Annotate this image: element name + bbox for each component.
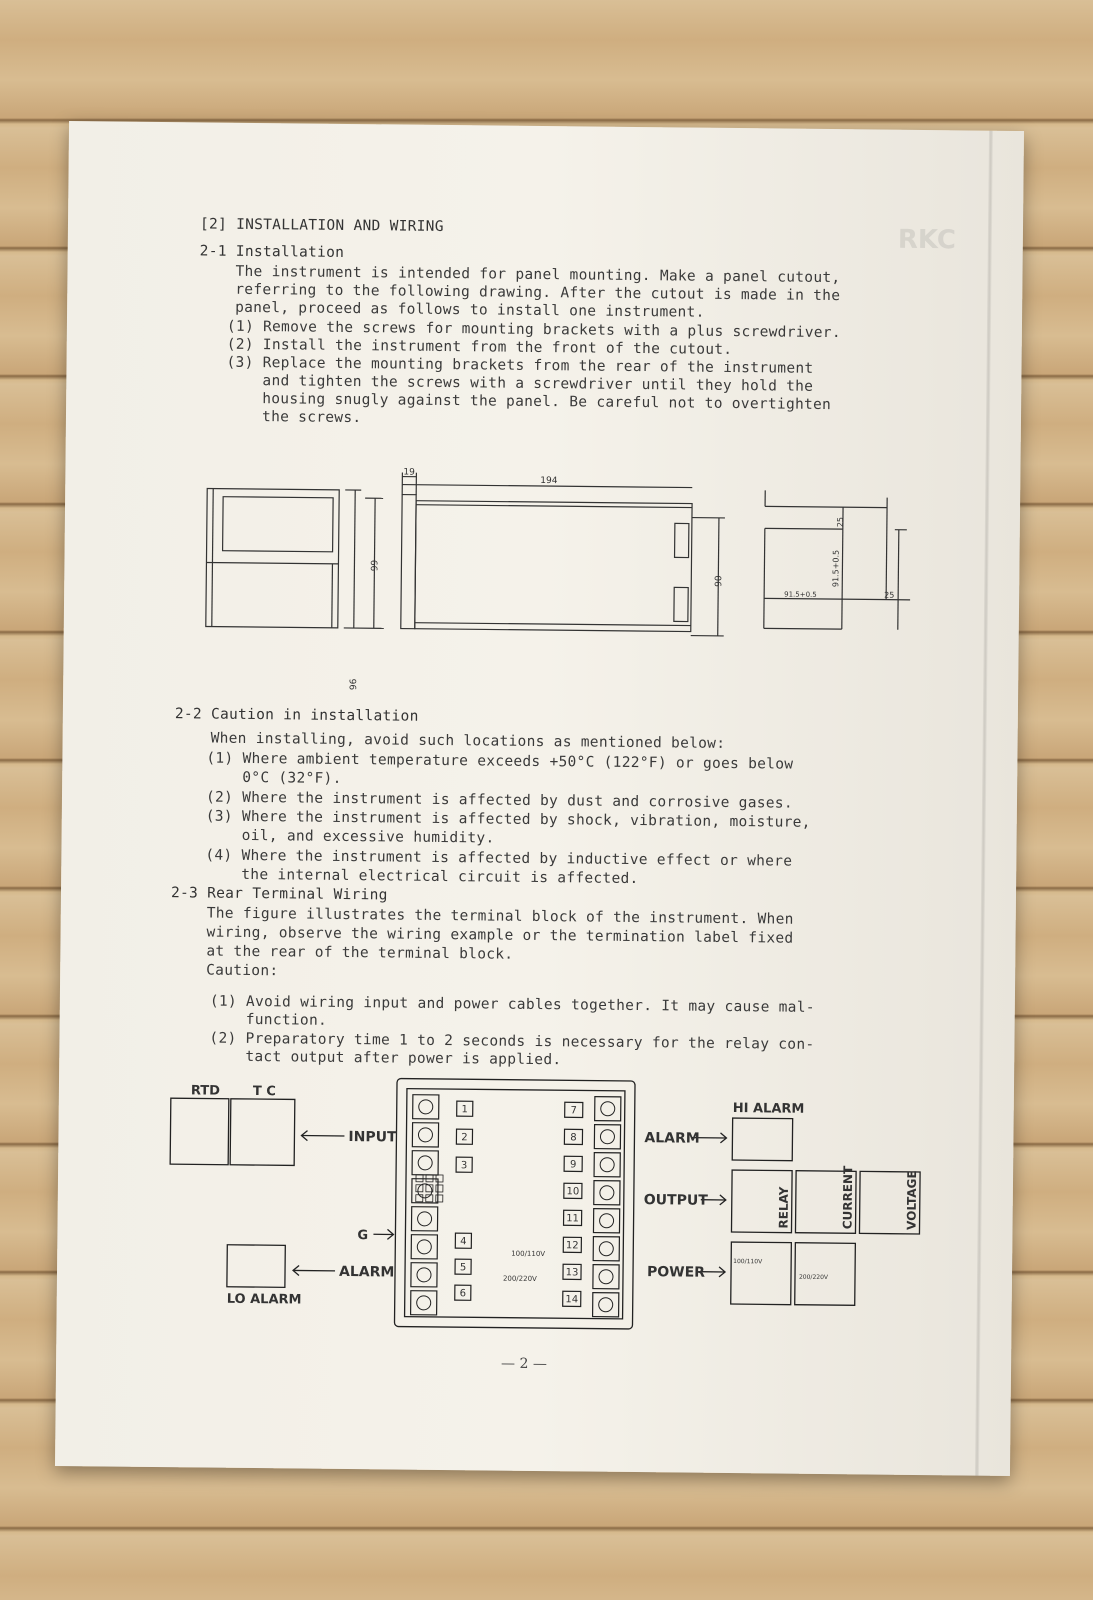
label-tc: T C xyxy=(252,1084,276,1100)
terminal-label: 11 xyxy=(566,1213,580,1225)
section-title: [2] INSTALLATION AND WIRING xyxy=(199,216,444,235)
heading-2-2: 2-2 Caution in installation xyxy=(174,706,419,725)
terminal-label: 8 xyxy=(570,1132,577,1144)
label-lo-alarm: LO ALARM xyxy=(226,1291,302,1308)
heading-2-3: 2-3 Rear Terminal Wiring xyxy=(170,885,388,904)
s23-para-line: at the rear of the terminal block. xyxy=(206,943,514,963)
s23-para-line: wiring, observe the wiring example or the termination label fixed xyxy=(206,924,794,947)
terminal-label: 2 xyxy=(461,1132,468,1144)
s22-item: the internal electrical circuit is affected. xyxy=(205,866,639,888)
terminal-label: 13 xyxy=(565,1267,579,1279)
dim-h90: 90 xyxy=(714,575,725,587)
terminal-label: 12 xyxy=(565,1240,579,1252)
s21-para-line: The instrument is intended for panel mounting. Make a panel cutout, xyxy=(235,263,841,287)
s21-step: the screws. xyxy=(225,408,362,427)
terminal-label: 3 xyxy=(460,1160,468,1172)
front-display-window xyxy=(223,497,334,552)
dim-19: 19 xyxy=(403,467,415,478)
terminal-label: 4 xyxy=(460,1236,467,1248)
label-box-200-220v: 200/220V xyxy=(798,1273,829,1282)
heading-2-1: 2-1 Installation xyxy=(199,243,345,261)
s23-caution-label: Caution: xyxy=(206,962,279,980)
dim-91-5h: 91.5+0.5 xyxy=(784,590,817,599)
dim-25a: 25 xyxy=(835,516,845,528)
s21-step: (2) Install the instrument from the front of the cutout. xyxy=(226,336,733,358)
label-power: POWER xyxy=(646,1264,706,1281)
s22-item: 0°C (32°F). xyxy=(206,769,342,787)
s21-step: and tighten the screws with a screwdriver until they hold the xyxy=(226,372,814,395)
lo-alarm-box xyxy=(227,1245,285,1288)
label-current: CURRENT xyxy=(840,1165,856,1230)
s21-para-line: panel, proceed as follows to install one instrument. xyxy=(235,299,705,321)
dim-91-5v: 91.5+0.5 xyxy=(831,549,841,588)
label-alarm-left: ALARM xyxy=(338,1263,395,1281)
s21-para-line: referring to the following drawing. After the cutout is made in the xyxy=(235,281,841,305)
s22-item: (1) Where ambient temperature exceeds +50°C (122°F) or goes below xyxy=(206,750,794,773)
dim-194: 194 xyxy=(540,475,558,487)
tc-box xyxy=(230,1099,295,1166)
label-200-220v: 200/220V xyxy=(502,1274,537,1283)
label-box-100-110v: 100/110V xyxy=(733,1258,763,1266)
s22-item: (4) Where the instrument is affected by inductive effect or where xyxy=(205,847,793,870)
s23-caution: tact output after power is applied. xyxy=(209,1048,562,1069)
s23-para-line: The figure illustrates the terminal block of the instrument. When xyxy=(206,905,794,928)
manual-page xyxy=(55,121,1024,1476)
s22-item: (3) Where the instrument is affected by shock, vibration, moisture, xyxy=(205,808,811,831)
s23-caution: function. xyxy=(209,1011,328,1029)
power-100v-box xyxy=(731,1242,792,1305)
terminal-screws xyxy=(411,1095,621,1317)
dim-25b: 25 xyxy=(884,590,895,600)
rtd-box xyxy=(170,1098,229,1165)
s21-step: (3) Replace the mounting brackets from the rear of the instrument xyxy=(226,354,814,377)
dim-h96: 96 xyxy=(349,678,360,691)
s23-caution: (2) Preparatory time 1 to 2 seconds is necessary for the relay con- xyxy=(209,1030,815,1053)
bleed-through-logo: RKC xyxy=(897,224,957,256)
label-output: OUTPUT xyxy=(643,1192,708,1209)
label-alarm-right: ALARM xyxy=(644,1130,700,1147)
hi-alarm-box xyxy=(732,1118,792,1161)
page-number: — 2 — xyxy=(500,1355,547,1373)
terminal-label: 1 xyxy=(461,1104,468,1116)
terminal-label: 9 xyxy=(569,1159,577,1171)
label-relay: RELAY xyxy=(776,1186,791,1229)
wiring-diagram xyxy=(164,1072,937,1350)
label-100-110v: 100/110V xyxy=(511,1249,546,1259)
terminal-label: 6 xyxy=(459,1288,467,1300)
s21-step: housing snugly against the panel. Be careful not to overtighten xyxy=(226,390,832,414)
s21-step: (1) Remove the screws for mounting brackets with a plus screwdriver. xyxy=(226,318,842,342)
s22-item: oil, and excessive humidity. xyxy=(205,827,495,847)
s22-intro: When installing, avoid such locations as mentioned below: xyxy=(210,730,726,752)
s23-caution: (1) Avoid wiring input and power cables together. It may cause mal- xyxy=(209,993,815,1016)
page-fold xyxy=(975,131,993,1476)
label-rtd: RTD xyxy=(190,1083,221,1099)
front-view-outline xyxy=(206,489,339,628)
terminal-label: 7 xyxy=(570,1105,577,1117)
terminal-label: 14 xyxy=(565,1294,579,1306)
label-hi-alarm: HI ALARM xyxy=(732,1101,805,1117)
terminal-label: 10 xyxy=(566,1186,580,1198)
label-input: INPUT xyxy=(348,1129,397,1146)
label-voltage: VOLTAGE xyxy=(904,1170,920,1230)
terminal-label: 5 xyxy=(459,1262,467,1274)
dimension-drawing xyxy=(194,462,936,691)
s22-item: (2) Where the instrument is affected by dust and corrosive gases. xyxy=(205,789,793,812)
label-g: G xyxy=(357,1228,369,1244)
dim-h99: 99 xyxy=(370,559,381,572)
